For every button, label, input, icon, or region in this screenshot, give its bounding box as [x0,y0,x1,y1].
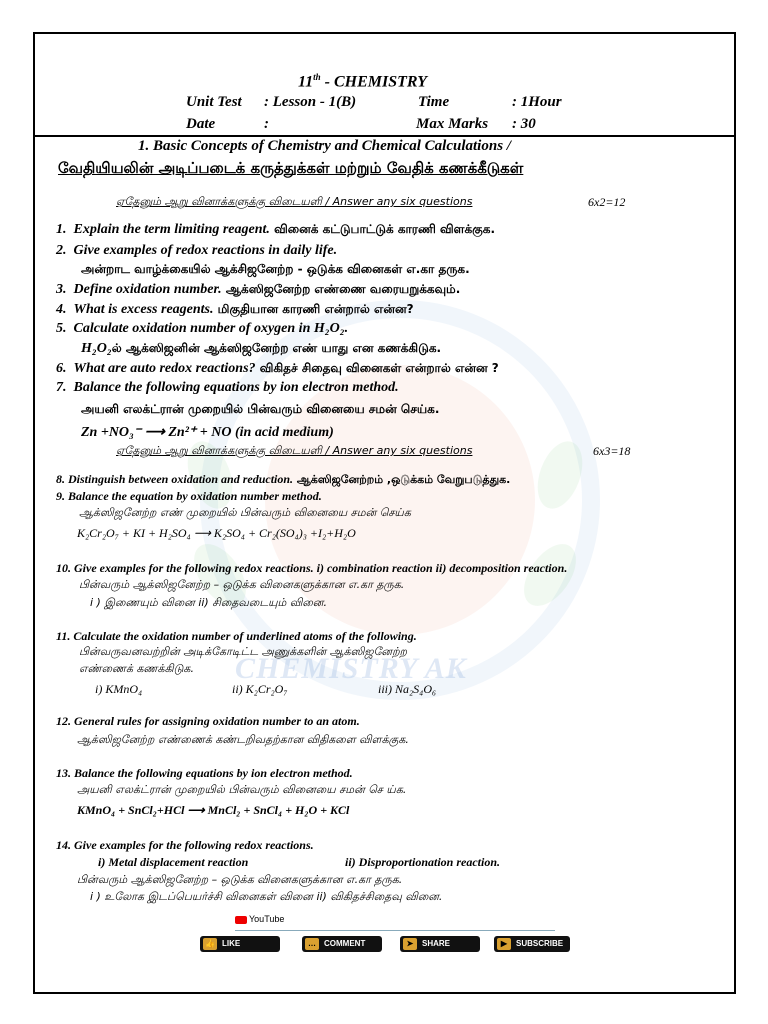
youtube-logo: YouTube [235,914,284,924]
question-2: 2. Give examples of redox reactions in daily life. [56,243,338,258]
date-colon: : [264,116,269,132]
comment-icon: … [305,938,319,950]
question-13-ta: அயனி எலக்ட்ரான் முறையில் பின்வரும் வினையை சமன் செ ய்க. [77,783,407,796]
question-11-option-iii: iii) Na₂S₄O₆ [378,682,437,696]
question-1: 1. Explain the term limiting reagent. வினைக் கட்டுபாட்டுக் காரணி விளக்குக. [56,222,496,237]
like-button[interactable]: 👍 LIKE [200,936,280,952]
question-12: 12. General rules for assigning oxidation number to an atom. [56,714,360,728]
max-marks-label: Max Marks [416,116,489,132]
question-6: 6. What are auto redox reactions? விகிதச் சிதைவு வினைகள் என்றால் என்ன ? [56,361,499,376]
question-11: 11. Calculate the oxidation number of underlined atoms of the following. [56,629,417,643]
lesson-label: : Lesson - 1(B) [264,94,357,110]
question-5-ta: H₂O₂ல் ஆக்ஸிஜனின் ஆக்ஸிஜனேற்ற எண் யாது என கணக்கிடுக. [81,341,442,356]
question-14-option-i: i) Metal displacement reaction [98,855,249,869]
question-9-equation: K₂Cr₂O₇ + KI + H₂SO₄ ⟶ K₂SO₄ + Cr₂(SO₄)₃ +I₂+H₂O [77,526,356,540]
question-10: 10. Give examples for the following redox reactions. i) combination reaction ii) decomposition reaction. [56,561,568,575]
question-12-ta: ஆக்ஸிஜனேற்ற எண்ணைக் கண்டறிவதற்கான விதிகளை விளக்குக. [77,733,409,746]
question-5: 5. Calculate oxidation number of oxygen in H₂O₂. [56,321,349,336]
chapter-title-en: 1. Basic Concepts of Chemistry and Chemical Calculations / [138,138,511,154]
question-8: 8. Distinguish between oxidation and reduction. ஆக்ஸிஜனேற்றம் ,ஒடுக்கம் வேறுபடுத்துக. [56,472,511,486]
unit-test-label: Unit Test [186,94,242,110]
youtube-divider [235,930,555,931]
question-3: 3. Define oxidation number. ஆக்ஸிஜனேற்ற எண்ணை வரையறுக்கவும். [56,282,461,297]
share-icon: ➤ [403,938,417,950]
bell-icon: ▶ [497,938,511,950]
question-10-ta-options: i ) இணையும் வினை ii) சிதைவடையும் வினை. [90,596,327,609]
subscribe-button[interactable]: ▶ SUBSCRIBE [494,936,570,952]
question-10-ta: பின்வரும் ஆக்ஸிஜனேற்ற – ஒடுக்க வினைகளுக்கான எ.கா தருக. [79,578,405,591]
section-b-marks: 6x3=18 [593,444,631,458]
question-13: 13. Balance the following equations by ion electron method. [56,766,353,780]
page-title: 11th - CHEMISTRY [298,72,428,91]
question-11-option-i: i) KMnO₄ [95,682,143,696]
time-value: : 1Hour [512,94,562,110]
section-a-marks: 6x2=12 [588,195,626,209]
header-rule [35,135,734,137]
section-a-instruction: ஏதேனும் ஆறு வினாக்களுக்கு விடையளி / Answer any six questions [116,195,473,208]
question-11-ta-2: எண்ணைக் கணக்கிடுக. [79,662,194,675]
chapter-title-ta: வேதியியலின் அடிப்படைக் கருத்துக்கள் மற்றும் வேதிக் கணக்கீடுகள் [58,159,524,177]
question-14-ta-options: i ) உலோக இடப்பெயர்ச்சி வினைகள் வினை ii) விகிதச்சிதைவு வினை. [90,890,443,903]
question-7-equation: Zn +NO₃⁻ ⟶ Zn²⁺ + NO (in acid medium) [81,425,334,440]
max-marks-value: : 30 [512,116,536,132]
share-button[interactable]: ➤ SHARE [400,936,480,952]
question-14-ta: பின்வரும் ஆக்ஸிஜனேற்ற – ஒடுக்க வினைகளுக்கான எ.கா தருக. [77,873,403,886]
question-9: 9. Balance the equation by oxidation number method. [56,489,322,503]
question-14-option-ii: ii) Disproportionation reaction. [345,855,501,869]
date-label: Date [186,116,216,132]
question-13-equation: KMnO₄ + SnCl₂+HCl ⟶ MnCl₂ + SnCl₄ + H₂O + KCl [77,803,350,817]
question-7-ta: அயனி எலக்ட்ரான் முறையில் பின்வரும் வினையை சமன் செய்க. [81,402,440,416]
watermark-text: CHEMISTRY AK [235,652,467,685]
question-11-option-ii: ii) K₂Cr₂O₇ [232,682,288,696]
time-label: Time [418,94,450,110]
thumbs-up-icon: 👍 [203,938,217,950]
question-9-ta: ஆக்ஸிஜனேற்ற எண் முறையில் பின்வரும் வினையை சமன் செய்க [79,506,411,519]
youtube-play-icon [235,916,247,924]
question-11-ta: பின்வருவனவற்றின் அடிக்கோடிட்ட அணுக்களின் ஆக்ஸிஜனேற்ற [79,645,408,658]
question-2-ta: அன்றாட வாழ்க்கையில் ஆக்சிஜனேற்ற - ஒடுக்க வினைகள் எ.கா தருக. [81,262,470,276]
question-14: 14. Give examples for the following redox reactions. [56,838,314,852]
question-4: 4. What is excess reagents. மிகுதியான காரணி என்றால் என்ன? [56,302,414,317]
section-b-instruction: ஏதேனும் ஆறு வினாக்களுக்கு விடையளி / Answer any six questions [116,444,473,457]
question-7: 7. Balance the following equations by ion electron method. [56,380,399,395]
comment-button[interactable]: … COMMENT [302,936,382,952]
